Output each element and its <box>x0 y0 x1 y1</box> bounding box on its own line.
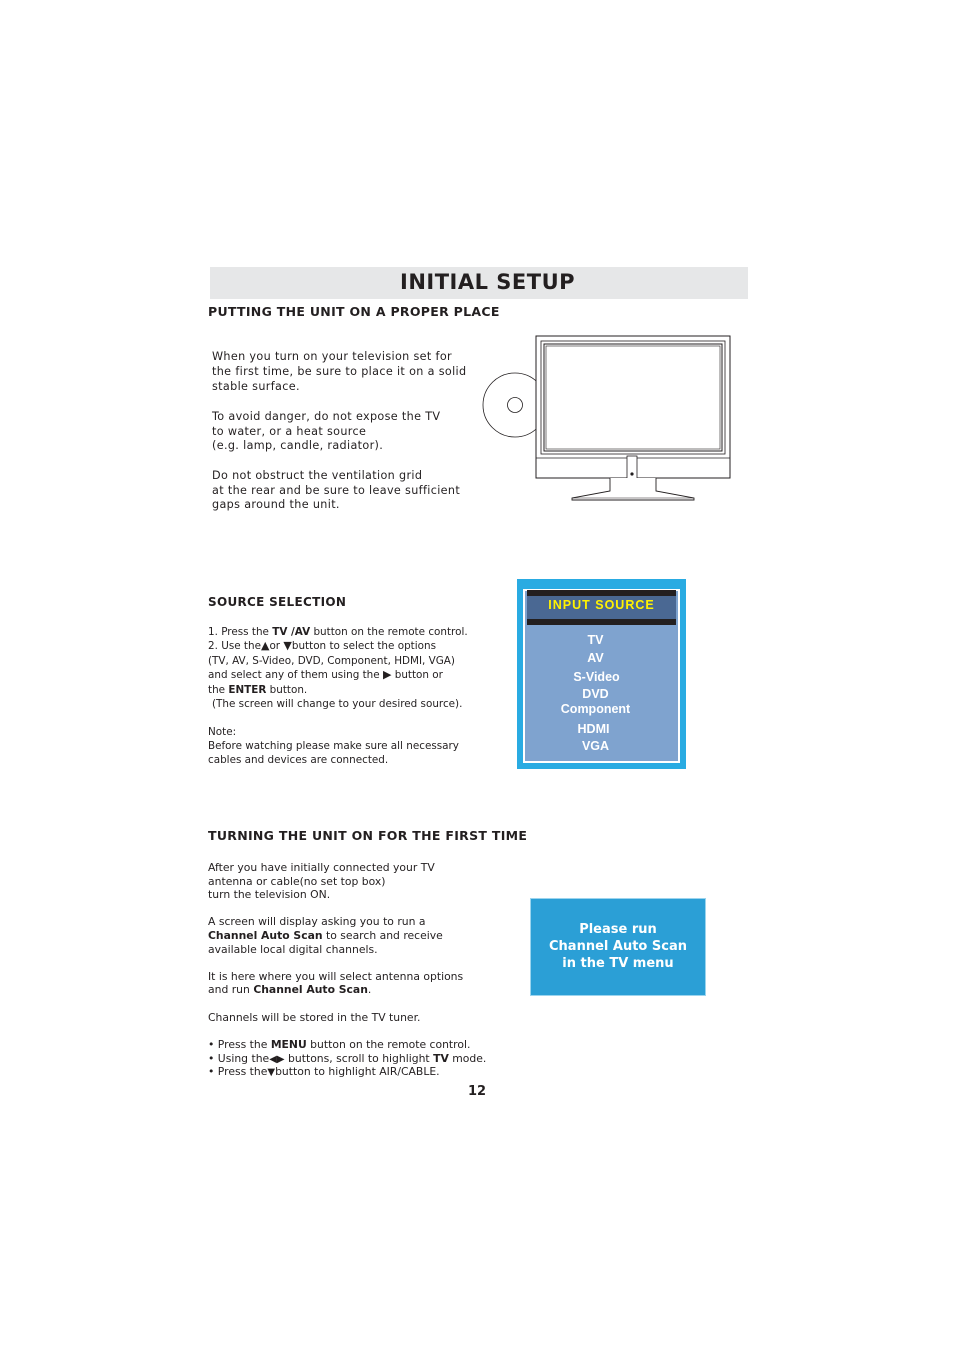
placement-paragraph-1 <box>212 350 466 395</box>
left-triangle-icon: ◀ <box>269 1053 277 1065</box>
spacer <box>208 902 486 916</box>
keyword-enter: ENTER <box>228 683 267 696</box>
placement-paragraph-3 <box>212 469 460 513</box>
text: button. <box>266 683 308 696</box>
text: button to select the options <box>291 640 436 653</box>
text: • Press the <box>208 1038 271 1052</box>
right-triangle-icon: ▶ <box>276 1053 285 1065</box>
text-line: Do not obstruct the ventilation grid <box>212 469 423 482</box>
text: buttons, scroll to highlight <box>284 1051 434 1065</box>
text-line: (e.g. lamp, candle, radiator). <box>212 439 384 452</box>
menu-divider <box>527 619 676 625</box>
scan-prompt-line: Please run <box>579 922 657 937</box>
text: to search and receive <box>322 928 443 942</box>
placement-paragraph-2 <box>212 410 440 454</box>
source-note <box>208 725 459 766</box>
text-line: antenna or cable(no set top box) <box>208 874 386 888</box>
text-line: stable surface. <box>212 380 300 393</box>
source-option-tv[interactable]: TV <box>587 633 604 647</box>
keyword-tv-av: TV /AV <box>272 626 311 638</box>
text-line <box>208 625 468 639</box>
keyword-menu: MENU <box>270 1038 307 1052</box>
text: • Press the <box>208 1065 268 1079</box>
down-triangle-icon: ▼ <box>283 639 292 653</box>
section-heading-first-time: TURNING THE UNIT ON FOR THE FIRST TIME <box>208 828 528 843</box>
text: 2. Use the <box>208 640 261 653</box>
text-line: When you turn on your television set for <box>212 350 452 363</box>
scan-prompt-line: in the TV menu <box>562 956 674 971</box>
text-line <box>208 639 468 653</box>
text: button on the remote control. <box>306 1038 471 1052</box>
page-number: 12 <box>468 1084 487 1099</box>
page-title: INITIAL SETUP <box>400 270 576 294</box>
source-option-vga[interactable]: VGA <box>581 739 610 753</box>
text-line: at the rear and be sure to leave sufficient <box>212 483 461 497</box>
text-line: turn the television ON. <box>208 888 331 902</box>
text: and run <box>208 983 254 997</box>
keyword-channel-auto-scan: Channel Auto Scan <box>253 983 368 997</box>
text-line <box>208 929 486 943</box>
bullet-item <box>208 1065 486 1079</box>
text-line <box>208 983 486 997</box>
right-triangle-icon: ▶ <box>382 668 392 682</box>
source-option-dvd[interactable]: DVD <box>582 687 609 701</box>
text-line: It is here where you will select antenna options <box>208 969 464 983</box>
text: and select any of them using the <box>208 669 383 682</box>
source-option-s-video[interactable]: S-Video <box>573 670 620 684</box>
text-line: Before watching please make sure all necessary <box>208 740 459 753</box>
keyword-tv: TV <box>433 1051 449 1065</box>
text-line <box>208 668 468 682</box>
text: the <box>208 683 229 696</box>
text-line <box>208 683 468 697</box>
section-heading-source: SOURCE SELECTION <box>208 595 347 609</box>
first-time-instructions <box>208 861 486 1079</box>
text-line: available local digital channels. <box>208 942 378 956</box>
spacer <box>208 1025 486 1039</box>
source-option-component[interactable]: Component <box>560 702 631 716</box>
text-line: Channels will be stored in the TV tuner. <box>208 1010 421 1024</box>
source-option-av[interactable]: AV <box>587 651 604 665</box>
text-line: (The screen will change to your desired source). <box>212 697 463 710</box>
input-source-header: INPUT SOURCE <box>548 598 655 612</box>
text: button or <box>391 669 443 682</box>
up-triangle-icon: ▲ <box>260 639 270 653</box>
note-label: Note: <box>208 726 237 738</box>
spacer <box>208 997 486 1011</box>
text: button to highlight AIR/CABLE. <box>275 1065 440 1079</box>
text-line: (TV, AV, S-Video, DVD, Component, HDMI, VGA) <box>208 654 455 667</box>
text-line: A screen will display asking you to run a <box>208 915 426 929</box>
spacer <box>208 956 486 970</box>
text-line: gaps around the unit. <box>212 498 340 511</box>
text: button on the remote control. <box>310 626 468 638</box>
text: . <box>367 983 372 997</box>
text-line: cables and devices are connected. <box>208 753 389 766</box>
text-line: After you have initially connected your TV <box>208 861 435 874</box>
scan-prompt-line: Channel Auto Scan <box>549 939 687 954</box>
source-instructions <box>208 625 468 711</box>
text: • Using the <box>208 1051 270 1065</box>
text-line: to water, or a heat source <box>212 424 367 438</box>
bullet-item <box>208 1038 486 1052</box>
down-triangle-icon: ▼ <box>267 1067 276 1079</box>
tv-illustration <box>480 334 732 504</box>
source-option-hdmi[interactable]: HDMI <box>577 722 610 736</box>
keyword-channel-auto-scan: Channel Auto Scan <box>208 928 323 942</box>
text: 1. Press the <box>208 626 273 638</box>
television-icon <box>536 336 730 500</box>
text: or <box>269 640 281 653</box>
text: mode. <box>448 1051 487 1065</box>
bullet-item <box>208 1052 486 1066</box>
text-line: To avoid danger, do not expose the TV <box>212 410 441 423</box>
text-line: the first time, be sure to place it on a solid <box>212 365 467 378</box>
section-heading-placement: PUTTING THE UNIT ON A PROPER PLACE <box>208 304 500 319</box>
